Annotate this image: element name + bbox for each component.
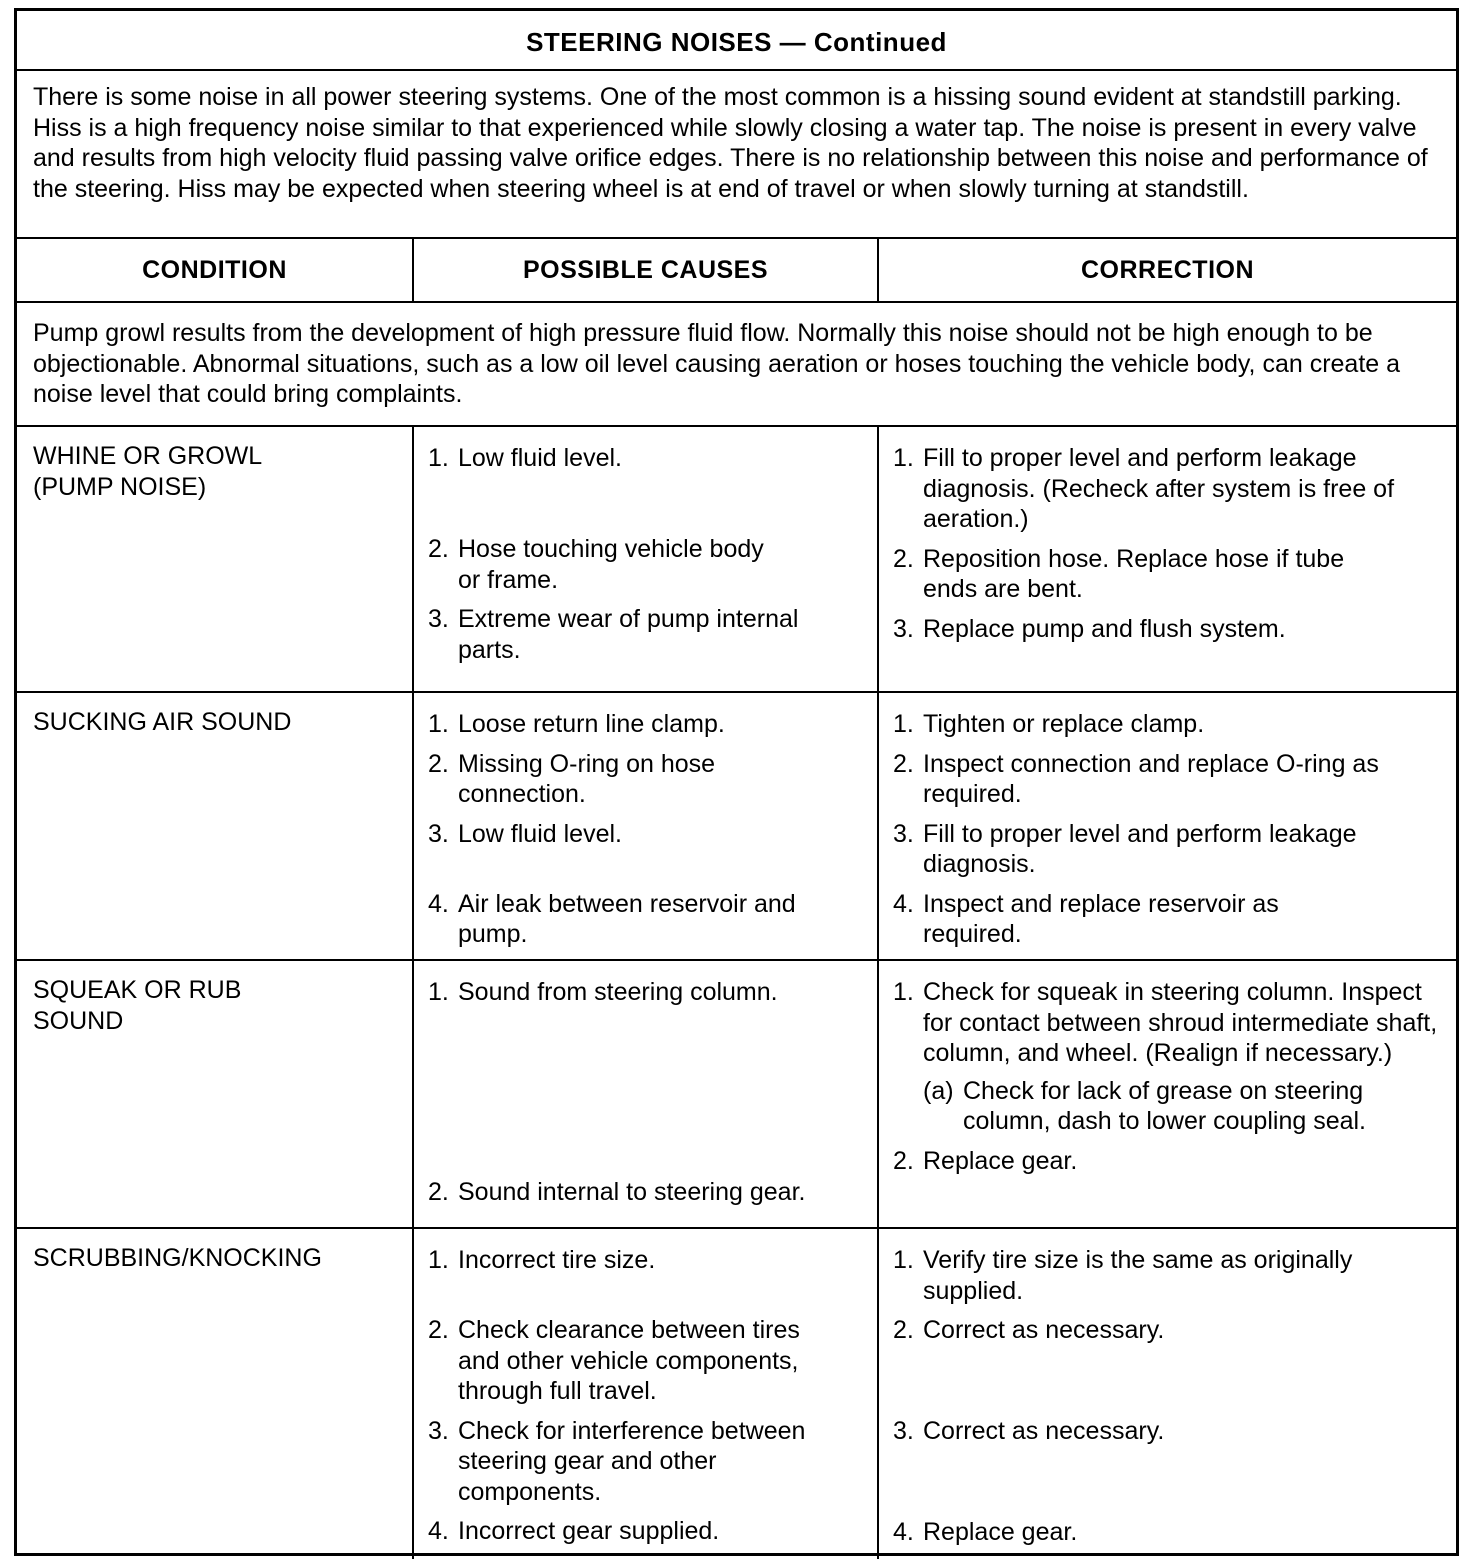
correction-subitem-label: (a)	[923, 1076, 954, 1105]
cause-item	[414, 889, 844, 950]
causes-cell	[414, 693, 879, 959]
correction-text: Replace gear.	[923, 1146, 1078, 1175]
correction-text: Fill to proper level and perform leakage diagnosis. (Recheck after system is free of aeration.)	[923, 444, 1395, 533]
correction-number: 2.	[893, 1316, 914, 1344]
cause-item	[414, 819, 877, 880]
cause-item	[414, 749, 764, 810]
table-row-squeak-rub	[17, 961, 1456, 1229]
cause-text: Air leak between reservoir and pump.	[458, 889, 796, 948]
correction-number: 3.	[893, 614, 914, 643]
cause-item	[414, 1315, 844, 1407]
condition-text: WHINE OR GROWL (PUMP NOISE)	[33, 442, 262, 501]
cause-number: 2.	[428, 1178, 449, 1206]
causes-cell	[414, 427, 879, 691]
causes-cell	[414, 1229, 879, 1559]
correction-number: 2.	[893, 1146, 914, 1175]
steering-noises-table	[14, 8, 1459, 1556]
cause-text: Incorrect gear supplied.	[458, 1517, 720, 1545]
cause-number: 4.	[428, 1517, 449, 1545]
correction-number: 1.	[893, 978, 914, 1006]
pump-growl-note: Pump growl results from the development of high pressure fluid flow. Normally this noise should not be high enough to be objectionable. Abnormal situations, such as a low oil level causing aeration or hoses touching the vehicle body, can create a noise level that could bring complaints.	[17, 303, 1456, 427]
cause-text: Extreme wear of pump internal parts.	[458, 605, 799, 664]
correction-item	[879, 977, 1456, 1069]
correction-text: Fill to proper level and perform leakage diagnosis.	[923, 819, 1357, 878]
cause-number: 4.	[428, 889, 449, 918]
condition-text: SCRUBBING/KNOCKING	[33, 1244, 322, 1272]
condition-text: SUCKING AIR SOUND	[33, 708, 292, 736]
correction-text: Check for lack of grease on steering column, dash to lower coupling seal.	[963, 1076, 1367, 1135]
cause-text: Hose touching vehicle body or frame.	[458, 535, 764, 594]
cause-text: Loose return line clamp.	[458, 710, 725, 738]
cause-number: 3.	[428, 605, 449, 633]
table-row-sucking-air	[17, 693, 1456, 961]
correction-item	[879, 1517, 1456, 1548]
correction-text: Check for squeak in steering column. Inspect for contact between shroud intermediate shaft, column, and wheel. (Realign if necessary.)	[923, 978, 1438, 1067]
cause-item	[414, 1416, 844, 1508]
correction-item	[879, 443, 1456, 535]
correction-text: Tighten or replace clamp.	[923, 710, 1205, 738]
correction-number: 4.	[893, 889, 914, 918]
column-header-row	[17, 239, 1456, 303]
condition-cell	[17, 427, 414, 691]
correction-item	[879, 1146, 1456, 1177]
correction-item	[879, 1416, 1456, 1508]
cause-item	[414, 1177, 877, 1208]
correction-text: Correct as necessary.	[923, 1417, 1165, 1445]
table-row-whine-growl	[17, 427, 1456, 693]
header-correction: CORRECTION	[1080, 255, 1255, 284]
cause-number: 1.	[428, 1246, 449, 1274]
cause-item	[414, 1245, 877, 1306]
correction-item	[879, 614, 1456, 645]
cause-number: 3.	[428, 819, 449, 848]
correction-number: 1.	[893, 1246, 914, 1274]
cause-text: Low fluid level.	[458, 444, 622, 472]
correction-item	[879, 1315, 1456, 1407]
hiss-intro-note: There is some noise in all power steering systems. One of the most common is a hissing sound evident at standstill parking. Hiss is a high frequency noise similar to that experienced while slowly closing a water tap. The noise is present in every valve and results from high velocity fluid passing valve orifice edges. There is no relationship between this noise and performance of the steering. Hiss may be expected when steering wheel is at end of travel or when slowly turning at standstill.	[17, 71, 1456, 239]
correction-text: Inspect and replace reservoir as required.	[923, 889, 1279, 948]
corrections-cell	[879, 1229, 1456, 1559]
table-row-scrubbing-knocking	[17, 1229, 1456, 1559]
cause-item	[414, 1516, 877, 1547]
corrections-cell	[879, 427, 1456, 691]
cause-item	[414, 977, 877, 1169]
correction-subitem	[879, 1076, 1456, 1137]
correction-text: Replace pump and flush system.	[923, 614, 1286, 643]
correction-number: 2.	[893, 544, 914, 573]
table-title: STEERING NOISES — Continued	[17, 11, 1456, 71]
correction-item	[879, 819, 1456, 880]
correction-number: 2.	[893, 749, 914, 778]
cause-text: Sound from steering column.	[458, 978, 778, 1006]
cause-item	[414, 709, 877, 740]
correction-number: 1.	[893, 444, 914, 472]
correction-text: Replace gear.	[923, 1518, 1078, 1546]
cause-text: Incorrect tire size.	[458, 1246, 656, 1274]
corrections-cell	[879, 961, 1456, 1227]
correction-number: 3.	[893, 1417, 914, 1445]
correction-item	[879, 544, 1409, 605]
cause-number: 2.	[428, 1316, 449, 1344]
cause-text: Check for interference between steering gear and other components.	[458, 1416, 806, 1506]
causes-cell	[414, 961, 879, 1227]
condition-text: SQUEAK OR RUB SOUND	[33, 976, 242, 1035]
correction-item	[879, 709, 1456, 740]
cause-number: 2.	[428, 535, 449, 563]
condition-cell	[17, 1229, 414, 1559]
correction-text: Verify tire size is the same as originally supplied.	[923, 1246, 1353, 1305]
condition-cell	[17, 693, 414, 959]
cause-number: 3.	[428, 1416, 449, 1445]
correction-text: Correct as necessary.	[923, 1316, 1165, 1344]
cause-number: 1.	[428, 978, 449, 1006]
correction-text: Reposition hose. Replace hose if tube ends are bent.	[923, 544, 1345, 603]
condition-cell	[17, 961, 414, 1227]
correction-number: 3.	[893, 819, 914, 848]
corrections-cell	[879, 693, 1456, 959]
correction-item	[879, 749, 1409, 810]
cause-number: 1.	[428, 444, 449, 472]
cause-text: Check clearance between tires and other vehicle components, through full travel.	[458, 1316, 800, 1405]
cause-text: Sound internal to steering gear.	[458, 1178, 806, 1206]
cause-number: 2.	[428, 749, 449, 778]
correction-number: 1.	[893, 710, 914, 738]
cause-item	[414, 443, 877, 534]
header-possible-causes: POSSIBLE CAUSES	[414, 239, 879, 301]
cause-text: Low fluid level.	[458, 819, 622, 848]
cause-number: 1.	[428, 710, 449, 738]
correction-text: Inspect connection and replace O-ring as required.	[923, 749, 1379, 808]
cause-item	[414, 604, 844, 665]
correction-number: 4.	[893, 1518, 914, 1546]
correction-item	[879, 1245, 1409, 1306]
cause-item	[414, 534, 794, 595]
correction-item	[879, 889, 1349, 950]
cause-text: Missing O-ring on hose connection.	[458, 749, 716, 808]
header-condition: CONDITION	[17, 239, 414, 301]
